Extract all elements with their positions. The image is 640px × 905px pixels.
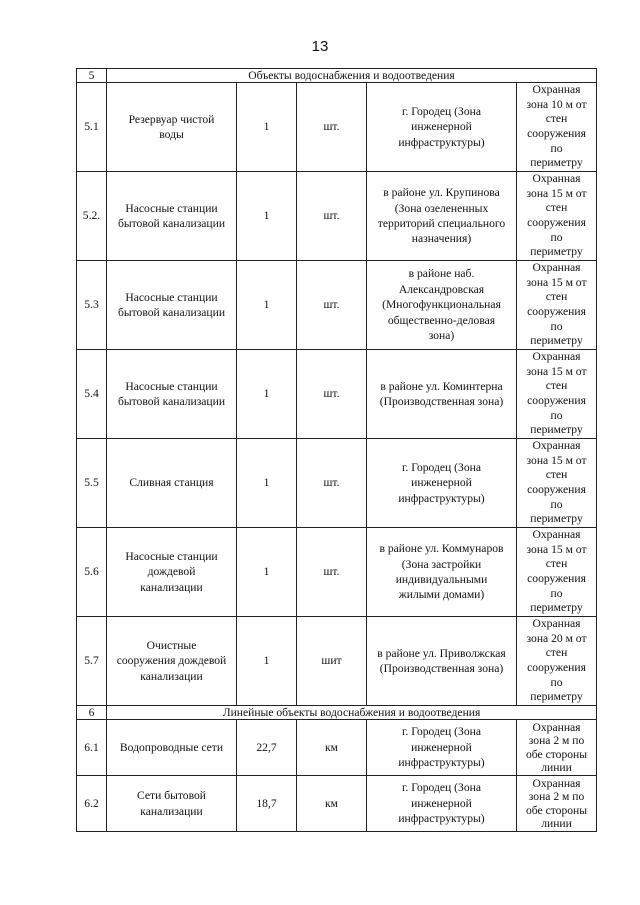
object-name xyxy=(107,172,237,261)
row-number: 6.1 xyxy=(77,720,107,776)
table-row xyxy=(77,172,597,261)
cell-line: сооружения xyxy=(527,394,586,407)
cell-line: Водопроводные сети xyxy=(119,740,224,754)
row-number: 5.5 xyxy=(77,439,107,528)
quantity: 1 xyxy=(237,528,297,617)
cell-line: бытовой канализации xyxy=(117,395,226,408)
cell-line: индивидуальными xyxy=(395,573,488,586)
cell-line: Насосные станции xyxy=(125,379,218,393)
protection-zone xyxy=(517,172,597,261)
cell-line: зона 10 м от xyxy=(526,97,587,111)
location xyxy=(367,720,517,776)
unit: км xyxy=(297,776,367,832)
section-title: Объекты водоснабжения и водоотведения xyxy=(107,69,597,83)
location xyxy=(367,172,517,261)
cell-line: (Производственная зона) xyxy=(379,395,504,408)
cell-line: по xyxy=(550,230,563,244)
cell-line: зона) xyxy=(428,329,455,343)
unit: шт. xyxy=(297,172,367,261)
location xyxy=(367,617,517,706)
table-row xyxy=(77,83,597,172)
row-number: 5.4 xyxy=(77,350,107,439)
cell-line: инфраструктуры) xyxy=(398,756,485,770)
section-number: 5 xyxy=(77,69,107,83)
cell-line: в районе ул. Приволжская xyxy=(377,646,506,660)
page-number: 13 xyxy=(311,38,329,55)
cell-line: зона 15 м от xyxy=(526,542,587,556)
cell-line: периметру xyxy=(530,156,583,170)
cell-line: инженерной xyxy=(411,476,472,490)
cell-line: периметру xyxy=(530,690,583,704)
cell-line: Насосные станции xyxy=(125,549,218,563)
cell-line: г. Городец (Зона xyxy=(402,725,481,739)
cell-line: Охранная xyxy=(532,83,581,97)
cell-line: зона 20 м от xyxy=(526,631,587,645)
cell-line: зона 2 м по xyxy=(528,790,585,804)
cell-line: г. Городец (Зона xyxy=(402,781,481,795)
cell-line: территорий специального xyxy=(377,217,506,230)
cell-line: канализации xyxy=(140,580,203,594)
table-row xyxy=(77,528,597,617)
cell-line: инфраструктуры) xyxy=(398,491,485,505)
cell-line: периметру xyxy=(530,245,583,259)
quantity: 1 xyxy=(237,617,297,706)
row-number: 5.3 xyxy=(77,261,107,350)
cell-line: воды xyxy=(159,128,184,141)
location xyxy=(367,350,517,439)
protection-zone xyxy=(517,776,597,832)
objects-table xyxy=(76,68,597,832)
cell-line: сооружения xyxy=(527,305,586,318)
table-row xyxy=(77,776,597,832)
section-title: Линейные объекты водоснабжения и водоотведения xyxy=(107,706,597,720)
unit: шт. xyxy=(297,528,367,617)
unit: шит xyxy=(297,617,367,706)
row-number: 5.2. xyxy=(77,172,107,261)
cell-line: Охранная xyxy=(532,172,581,186)
cell-line: линии xyxy=(541,760,572,774)
cell-line: стен xyxy=(545,379,568,393)
cell-line: инфраструктуры) xyxy=(398,812,485,826)
cell-line: г. Городец (Зона xyxy=(402,460,481,474)
cell-line: обе стороны xyxy=(526,803,588,817)
section-header-row xyxy=(77,706,597,720)
row-number: 5.7 xyxy=(77,617,107,706)
cell-line: Охранная xyxy=(532,777,581,791)
cell-line: сооружения xyxy=(527,127,586,140)
protection-zone xyxy=(517,528,597,617)
cell-line: зона 15 м от xyxy=(526,186,587,200)
cell-line: зона 15 м от xyxy=(526,364,587,378)
protection-zone xyxy=(517,617,597,706)
cell-line: назначения) xyxy=(411,232,472,246)
cell-line: инженерной xyxy=(411,740,472,754)
cell-line: зона 15 м от xyxy=(526,453,587,467)
cell-line: в районе ул. Коминтерна xyxy=(380,379,503,393)
location xyxy=(367,528,517,617)
quantity: 1 xyxy=(237,172,297,261)
protection-zone xyxy=(517,439,597,528)
cell-line: линии xyxy=(541,816,572,830)
cell-line: стен xyxy=(545,646,568,660)
protection-zone xyxy=(517,261,597,350)
cell-line: по xyxy=(550,319,563,333)
cell-line: стен xyxy=(545,290,568,304)
cell-line: стен xyxy=(545,557,568,571)
cell-line: сооружения xyxy=(527,661,586,674)
object-name xyxy=(107,83,237,172)
cell-line: Сливная станция xyxy=(129,476,214,490)
table-row xyxy=(77,720,597,776)
cell-line: в районе ул. Коммунаров xyxy=(379,542,504,556)
cell-line: по xyxy=(550,141,563,155)
cell-line: (Производственная зона) xyxy=(379,662,504,675)
unit: шт. xyxy=(297,261,367,350)
unit: шт. xyxy=(297,439,367,528)
cell-line: Охранная xyxy=(532,350,581,364)
cell-line: Насосные станции xyxy=(125,290,218,304)
table-row xyxy=(77,350,597,439)
cell-line: периметру xyxy=(530,601,583,615)
cell-line: стен xyxy=(545,468,568,482)
section-number: 6 xyxy=(77,706,107,720)
row-number: 5.6 xyxy=(77,528,107,617)
location xyxy=(367,776,517,832)
quantity: 1 xyxy=(237,439,297,528)
unit: км xyxy=(297,720,367,776)
cell-line: сооружения xyxy=(527,572,586,585)
object-name xyxy=(107,776,237,832)
row-number: 6.2 xyxy=(77,776,107,832)
cell-line: по xyxy=(550,586,563,600)
cell-line: канализации xyxy=(140,669,203,683)
cell-line: инженерной xyxy=(411,120,472,134)
quantity: 1 xyxy=(237,261,297,350)
unit: шт. xyxy=(297,83,367,172)
cell-line: периметру xyxy=(530,334,583,348)
cell-line: канализации xyxy=(140,804,203,818)
table-row xyxy=(77,439,597,528)
cell-line: Охранная xyxy=(532,617,581,631)
protection-zone xyxy=(517,350,597,439)
cell-line: стен xyxy=(545,201,568,215)
location xyxy=(367,261,517,350)
cell-line: сооружения xyxy=(527,483,586,496)
cell-line: по xyxy=(550,497,563,511)
cell-line: сооружения дождевой xyxy=(116,654,227,668)
cell-line: по xyxy=(550,408,563,422)
object-name xyxy=(107,528,237,617)
cell-line: общественно-деловая xyxy=(387,313,496,327)
object-name xyxy=(107,617,237,706)
cell-line: г. Городец (Зона xyxy=(402,104,481,118)
cell-line: зона 15 м от xyxy=(526,275,587,289)
cell-line: инженерной xyxy=(411,796,472,810)
table-row xyxy=(77,261,597,350)
cell-line: (Зона застройки xyxy=(401,557,482,571)
quantity: 18,7 xyxy=(237,776,297,832)
cell-line: (Зона озелененных xyxy=(394,201,489,215)
location xyxy=(367,439,517,528)
cell-line: периметру xyxy=(530,423,583,437)
cell-line: дождевой xyxy=(147,565,196,579)
cell-line: в районе ул. Крупинова xyxy=(383,186,500,200)
cell-line: Охранная xyxy=(532,528,581,542)
cell-line: стен xyxy=(545,112,568,126)
cell-line: (Многофункциональная xyxy=(382,298,501,312)
cell-line: Охранная xyxy=(532,439,581,453)
cell-line: бытовой канализации xyxy=(117,217,226,230)
object-name xyxy=(107,350,237,439)
cell-line: Насосные станции xyxy=(125,201,218,215)
cell-line: Очистные xyxy=(146,638,197,652)
object-name xyxy=(107,720,237,776)
quantity: 1 xyxy=(237,83,297,172)
cell-line: Охранная xyxy=(532,261,581,275)
object-name xyxy=(107,261,237,350)
cell-line: периметру xyxy=(530,512,583,526)
cell-line: Александровская xyxy=(398,282,485,296)
cell-line: в районе наб. xyxy=(408,267,475,281)
cell-line: инфраструктуры) xyxy=(398,135,485,149)
location xyxy=(367,83,517,172)
unit: шт. xyxy=(297,350,367,439)
table-row xyxy=(77,617,597,706)
row-number: 5.1 xyxy=(77,83,107,172)
cell-line: сооружения xyxy=(527,216,586,229)
cell-line: жилыми домами) xyxy=(398,588,485,602)
quantity: 22,7 xyxy=(237,720,297,776)
protection-zone xyxy=(517,720,597,776)
cell-line: обе стороны xyxy=(526,747,588,761)
cell-line: Охранная xyxy=(532,721,581,735)
quantity: 1 xyxy=(237,350,297,439)
cell-line: по xyxy=(550,675,563,689)
cell-line: зона 2 м по xyxy=(528,734,585,748)
cell-line: Резервуар чистой xyxy=(128,112,215,126)
protection-zone xyxy=(517,83,597,172)
object-name xyxy=(107,439,237,528)
cell-line: Сети бытовой xyxy=(137,789,206,803)
cell-line: бытовой канализации xyxy=(117,306,226,319)
section-header-row xyxy=(77,69,597,83)
